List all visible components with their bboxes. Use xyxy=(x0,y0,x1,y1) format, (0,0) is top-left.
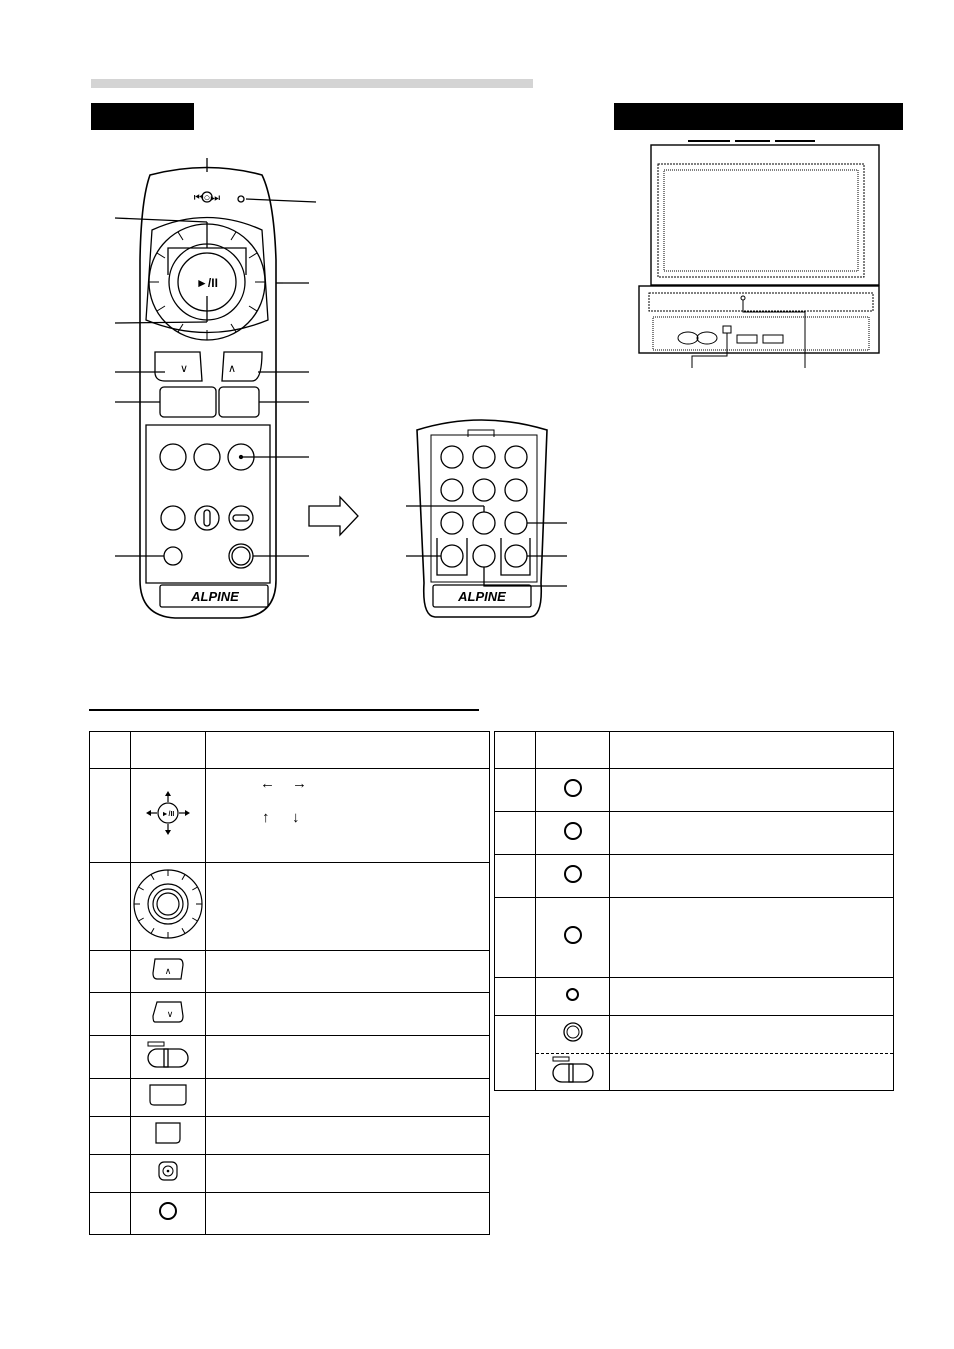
round-button-icon xyxy=(564,926,582,944)
table-row xyxy=(495,855,894,898)
svg-text:∨: ∨ xyxy=(166,1008,174,1019)
toggle-switch-icon xyxy=(551,1056,595,1084)
small-button-icon xyxy=(154,1121,182,1145)
table-row xyxy=(90,1117,490,1155)
svg-text:∧: ∧ xyxy=(164,966,172,976)
table-header-row xyxy=(495,732,894,769)
joystick-icon xyxy=(146,791,190,835)
table-row xyxy=(495,1054,894,1091)
toggle-switch-icon xyxy=(146,1041,190,1069)
table-row xyxy=(90,1155,490,1193)
small-round-button-icon xyxy=(566,988,579,1001)
round-button-icon xyxy=(564,865,582,883)
table-row xyxy=(90,1193,490,1235)
right-arrow-glyph: → xyxy=(292,775,307,792)
down-arrow-glyph: ↓ xyxy=(292,809,300,826)
up-symbol: ∧ xyxy=(227,363,237,375)
table-row xyxy=(495,1016,894,1054)
round-button-icon xyxy=(562,1021,584,1043)
table-row xyxy=(90,769,490,863)
table-row xyxy=(495,812,894,855)
round-button-icon xyxy=(564,779,582,797)
dot-button-icon xyxy=(157,1160,179,1182)
down-button-icon xyxy=(151,1000,185,1024)
table-row xyxy=(90,1036,490,1079)
down-symbol: ∨ xyxy=(179,363,189,375)
table-row xyxy=(495,769,894,812)
play-pause-symbol: ►/II xyxy=(196,276,218,290)
table-row xyxy=(90,1079,490,1117)
controls-table-right xyxy=(494,731,894,1091)
table-section-rule xyxy=(89,709,479,711)
joystick-symbol: ⏮○⏭ xyxy=(193,192,221,204)
svg-text:►/II: ►/II xyxy=(161,811,175,818)
remote-brand-logo: ALPINE xyxy=(191,589,239,604)
table-header-row xyxy=(90,732,490,769)
up-button-icon xyxy=(151,957,185,981)
left-arrow-glyph: ← xyxy=(260,775,275,792)
round-button-icon xyxy=(564,822,582,840)
table-row xyxy=(495,978,894,1016)
round-button-icon xyxy=(159,1202,177,1220)
up-arrow-glyph: ↑ xyxy=(262,809,270,826)
rotary-knob-icon xyxy=(132,868,204,940)
table-row xyxy=(90,951,490,993)
controls-table-left xyxy=(89,731,490,1235)
table-row xyxy=(90,993,490,1036)
table-row xyxy=(495,898,894,978)
table-row xyxy=(90,863,490,951)
wide-button-icon xyxy=(148,1083,188,1107)
keypad-brand-logo: ALPINE xyxy=(458,589,506,604)
